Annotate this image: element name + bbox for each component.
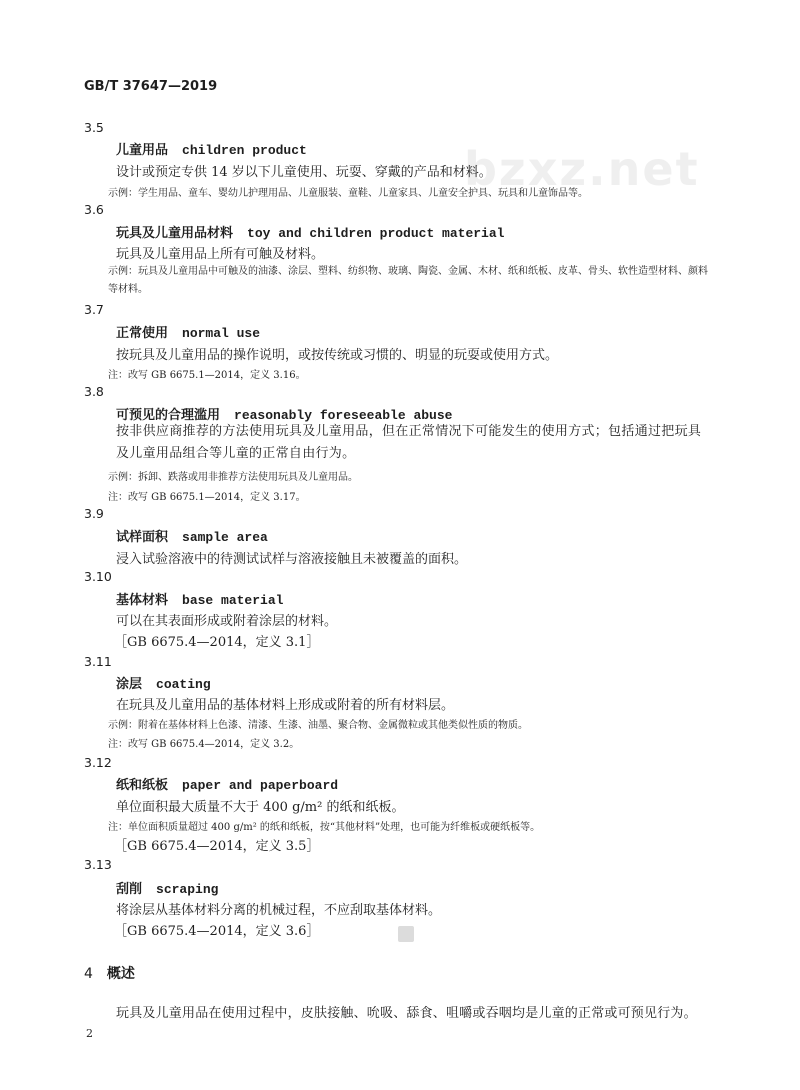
term-heading xyxy=(116,878,218,897)
term-definition: 单位面积最大质量不大于 400 g/m² 的纸和纸板。 xyxy=(116,800,405,815)
term-definition: 浸入试验溶液中的待测试试样与溶液接触且未被覆盖的面积。 xyxy=(116,552,468,567)
term-number: 3.8 xyxy=(84,384,104,399)
term-note: 注：改写 GB 6675.1—2014，定义 3.16。 xyxy=(108,370,306,381)
term-number: 3.12 xyxy=(84,755,112,770)
section-heading xyxy=(84,963,135,983)
term-definition: 玩具及儿童用品上所有可触及材料。 xyxy=(116,247,325,262)
term-heading xyxy=(116,526,268,545)
term-number: 3.9 xyxy=(84,506,104,521)
term-number: 3.13 xyxy=(84,857,112,872)
watermark-mark xyxy=(398,926,414,942)
term-definition: 在玩具及儿童用品的基体材料上形成或附着的所有材料层。 xyxy=(116,698,455,713)
term-note: 注：改写 GB 6675.1—2014，定义 3.17。 xyxy=(108,492,306,503)
term-en: normal use xyxy=(182,326,261,341)
term-zh: 纸和纸板 xyxy=(116,778,169,793)
term-en: reasonably foreseeable abuse xyxy=(234,408,453,423)
term-heading xyxy=(116,139,307,158)
term-en: base material xyxy=(182,593,284,608)
term-en: coating xyxy=(156,677,211,692)
term-zh: 涂层 xyxy=(116,677,143,692)
term-example: 示例：学生用品、童车、婴幼儿护理用品、儿童服装、童鞋、儿童家具、儿童安全护具、玩具和儿童饰品等。 xyxy=(108,188,588,199)
term-source: ［GB 6675.4—2014，定义 3.6］ xyxy=(114,924,320,939)
term-source: ［GB 6675.4—2014，定义 3.1］ xyxy=(114,635,320,650)
section-paragraph: 玩具及儿童用品在使用过程中，皮肤接触、吮吸、舔食、咀嚼或吞咽均是儿童的正常或可预见行为。 xyxy=(116,1006,697,1021)
standard-code-header: GB/T 37647—2019 xyxy=(84,79,218,94)
term-zh: 正常使用 xyxy=(116,326,169,341)
term-zh: 基体材料 xyxy=(116,593,169,608)
term-definition: 可以在其表面形成或附着涂层的材料。 xyxy=(116,614,338,629)
term-heading xyxy=(116,774,338,793)
term-number: 3.11 xyxy=(84,654,112,669)
term-definition: 将涂层从基体材料分离的机械过程，不应刮取基体材料。 xyxy=(116,903,442,918)
section-number: 4 xyxy=(84,966,93,982)
term-en: sample area xyxy=(182,530,268,545)
term-example: 示例：附着在基体材料上色漆、清漆、生漆、油墨、聚合物、金属微粒或其他类似性质的物质。 xyxy=(108,720,528,731)
term-heading xyxy=(116,322,260,341)
page-number: 2 xyxy=(86,1027,93,1040)
term-note: 注：单位面积质量超过 400 g/m² 的纸和纸板，按“其他材料”处理，也可能为纤维板或硬纸板等。 xyxy=(108,822,541,833)
term-source: ［GB 6675.4—2014，定义 3.5］ xyxy=(114,839,320,854)
term-heading xyxy=(116,673,211,692)
term-heading xyxy=(116,589,283,608)
term-en: paper and paperboard xyxy=(182,778,339,793)
term-zh: 儿童用品 xyxy=(116,143,169,158)
term-definition: 按玩具及儿童用品的操作说明，或按传统或习惯的、明显的玩耍或使用方式。 xyxy=(116,348,559,363)
term-en: children product xyxy=(182,143,307,158)
term-example: 示例：玩具及儿童用品中可触及的油漆、涂层、塑料、纺织物、玻璃、陶瓷、金属、木材、纸和纸板、皮革、骨头、软性造型材料、颜料等材料。 xyxy=(108,266,708,295)
term-en: toy and children product material xyxy=(247,226,505,241)
term-number: 3.5 xyxy=(84,120,104,135)
term-note: 注：改写 GB 6675.4—2014，定义 3.2。 xyxy=(108,739,300,750)
term-number: 3.10 xyxy=(84,569,112,584)
term-definition: 设计或预定专供 14 岁以下儿童使用、玩耍、穿戴的产品和材料。 xyxy=(116,165,492,180)
term-heading xyxy=(116,222,504,241)
section-title-text: 概述 xyxy=(106,966,135,982)
term-zh: 玩具及儿童用品材料 xyxy=(116,226,234,241)
term-zh: 可预见的合理滥用 xyxy=(116,408,221,423)
term-example: 示例：拆卸、跌落或用非推荐方法使用玩具及儿童用品。 xyxy=(108,472,358,483)
term-zh: 试样面积 xyxy=(116,530,169,545)
term-zh: 刮削 xyxy=(116,882,143,897)
term-en: scraping xyxy=(156,882,219,897)
term-number: 3.7 xyxy=(84,302,104,317)
term-definition: 按非供应商推荐的方法使用玩具及儿童用品，但在正常情况下可能发生的使用方式；包括通过把玩具及儿童用品组合等儿童的正常自由行为。 xyxy=(116,424,702,461)
term-number: 3.6 xyxy=(84,202,104,217)
watermark-text: bzxz.net xyxy=(464,142,700,196)
